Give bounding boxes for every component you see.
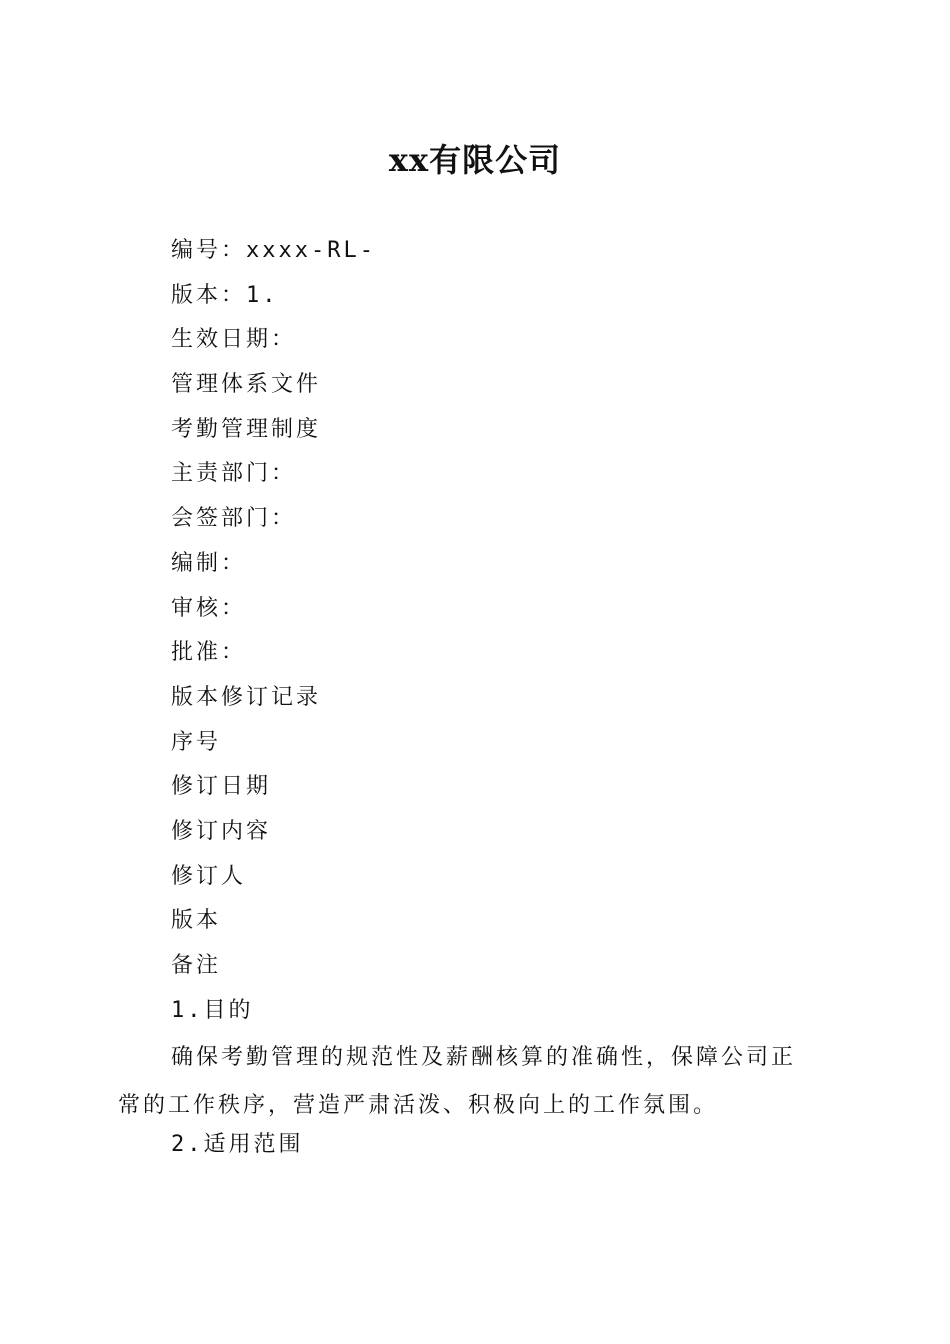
revision-record-heading: 版本修订记录 xyxy=(171,684,322,710)
policy-name: 考勤管理制度 xyxy=(171,416,322,442)
revision-col-notes: 备注 xyxy=(171,953,222,978)
purpose-line-2: 常的工作秩序，营造严肃活泼、积极向上的工作氛围。 xyxy=(118,1093,719,1118)
section-2-heading: 2.适用范围 xyxy=(171,1132,304,1157)
effective-date: 生效日期： xyxy=(171,327,297,353)
revision-col-reviser: 修订人 xyxy=(171,863,247,889)
purpose-paragraph xyxy=(118,1034,828,1130)
section-1-heading: 1.目的 xyxy=(171,997,254,1023)
responsible-department: 主责部门： xyxy=(171,461,297,487)
management-system-label: 管理体系文件 xyxy=(171,372,322,398)
approved-by: 批准： xyxy=(171,640,247,666)
reviewed-by: 审核： xyxy=(171,595,247,621)
doc-version: 版本：1. xyxy=(171,282,279,308)
countersign-department: 会签部门： xyxy=(171,506,297,532)
document-lines xyxy=(171,229,831,1033)
document-title: xx有限公司 xyxy=(388,141,562,179)
revision-col-date: 修订日期 xyxy=(171,774,272,800)
prepared-by: 编制： xyxy=(171,550,247,576)
doc-number: 编号：xxxx-RL- xyxy=(171,238,376,263)
revision-col-number: 序号 xyxy=(171,729,222,755)
revision-col-content: 修订内容 xyxy=(171,818,272,844)
purpose-line-1: 确保考勤管理的规范性及薪酬核算的准确性，保障公司正 xyxy=(171,1045,797,1070)
revision-col-version: 版本 xyxy=(171,908,222,934)
